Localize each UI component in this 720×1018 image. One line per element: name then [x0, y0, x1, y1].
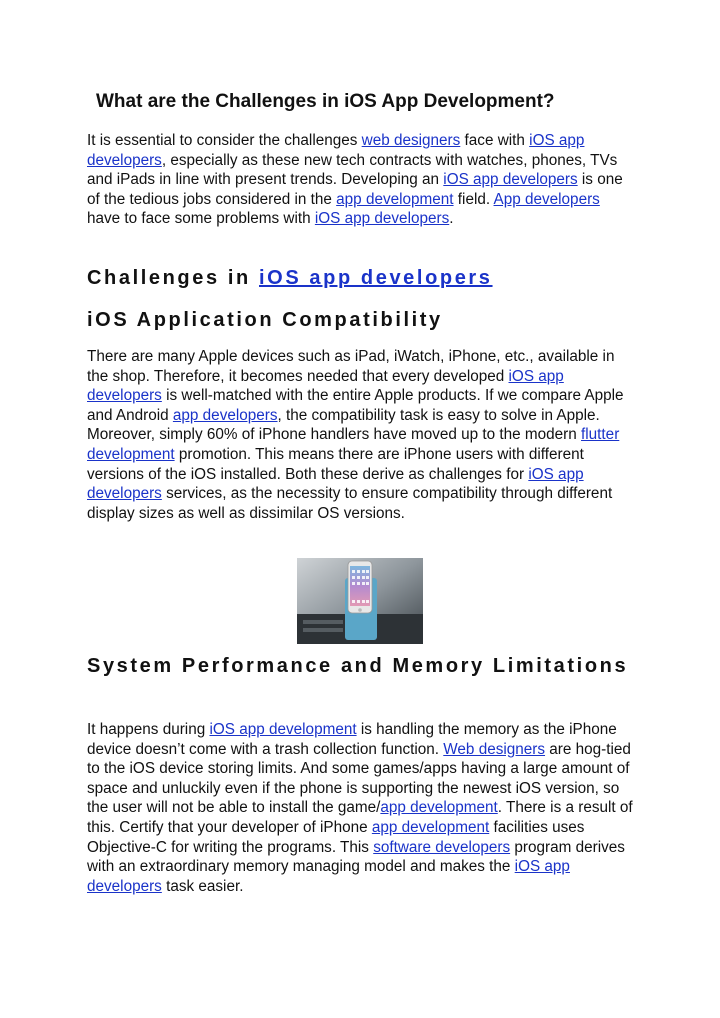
- inline-link[interactable]: iOS app developers: [87, 367, 564, 405]
- inline-link[interactable]: software developers: [373, 838, 511, 856]
- text-run: promotion. This means there are iPhone users with different versions of the iOS installed. Both these derive as challenges for: [87, 445, 584, 483]
- inline-link[interactable]: app developers: [172, 406, 278, 424]
- text-run: field.: [453, 190, 494, 208]
- heading-performance: System Performance and Memory Limitations: [87, 655, 629, 677]
- text-run: is handling the memory as the iPhone device doesn’t come with a trash collection function.: [87, 721, 617, 758]
- heading-challenges: [87, 266, 635, 291]
- inline-link[interactable]: iOS app developers: [87, 465, 584, 503]
- inline-link[interactable]: iOS app developers: [87, 132, 585, 169]
- iphone-photo: [297, 558, 423, 644]
- text-run: program derives with an extraordinary memory managing model and makes the: [87, 838, 625, 876]
- inline-link[interactable]: iOS app developers: [443, 171, 578, 189]
- text-run: facilities uses Objective-C for writing the programs. This: [87, 818, 585, 856]
- intro-paragraph: [87, 131, 635, 229]
- inline-link[interactable]: app development: [336, 190, 454, 208]
- inline-link[interactable]: iOS app developers: [87, 858, 570, 895]
- text-run: services, as the necessity to ensure compatibility through different display sizes as well as dissimilar OS versions.: [87, 485, 613, 522]
- text-run: It is essential to consider the challenges: [87, 132, 362, 149]
- inline-link[interactable]: web designers: [361, 132, 461, 149]
- page-title: What are the Challenges in iOS App Development?: [96, 91, 555, 112]
- text-run: are hog-tied to the iOS device storing limits. And some games/apps having a large amount of space and unluckily even if the phone is supporting the newest iOS version, so the user will not be able to install the game/: [87, 740, 631, 817]
- inline-link[interactable]: iOS app developers: [314, 210, 450, 228]
- memory-paragraph: [87, 720, 635, 896]
- text-run: is one of the tedious jobs considered in the: [87, 171, 623, 208]
- text-run: face with: [460, 132, 530, 149]
- inline-link[interactable]: flutter development: [87, 426, 620, 463]
- text-run: , the compatibility task is easy to solve in Apple. Moreover, simply 60% of iPhone handlers have moved up to the modern: [87, 406, 600, 444]
- inline-link[interactable]: App developers: [493, 190, 600, 208]
- text-run: , especially as these new tech contracts with watches, phones, TVs and iPads in line with present trends. Developing an: [87, 151, 618, 189]
- compatibility-paragraph: [87, 347, 635, 523]
- text-run: have to face some problems with: [87, 210, 315, 228]
- inline-link[interactable]: app development: [371, 818, 490, 836]
- inline-link[interactable]: app development: [380, 799, 498, 817]
- text-run: . There is a result of this. Certify that your developer of iPhone: [87, 799, 633, 836]
- text-run: .: [449, 210, 454, 228]
- text-run: It happens during: [87, 721, 210, 738]
- heading-compatibility: iOS Application Compatibility: [87, 309, 443, 331]
- heading-challenges-prefix: Challenges in: [87, 267, 259, 289]
- heading-challenges-link[interactable]: iOS app developers: [259, 267, 493, 289]
- text-run: is well-matched with the entire Apple products. If we compare Apple and Android: [87, 387, 624, 424]
- inline-link[interactable]: iOS app development: [209, 721, 357, 738]
- inline-link[interactable]: Web designers: [443, 740, 546, 758]
- iphone-in-car-mount-icon: [297, 558, 423, 644]
- text-run: There are many Apple devices such as iPad, iWatch, iPhone, etc., available in the shop. Therefore, it becomes needed that every developed: [87, 348, 615, 385]
- text-run: task easier.: [161, 877, 244, 895]
